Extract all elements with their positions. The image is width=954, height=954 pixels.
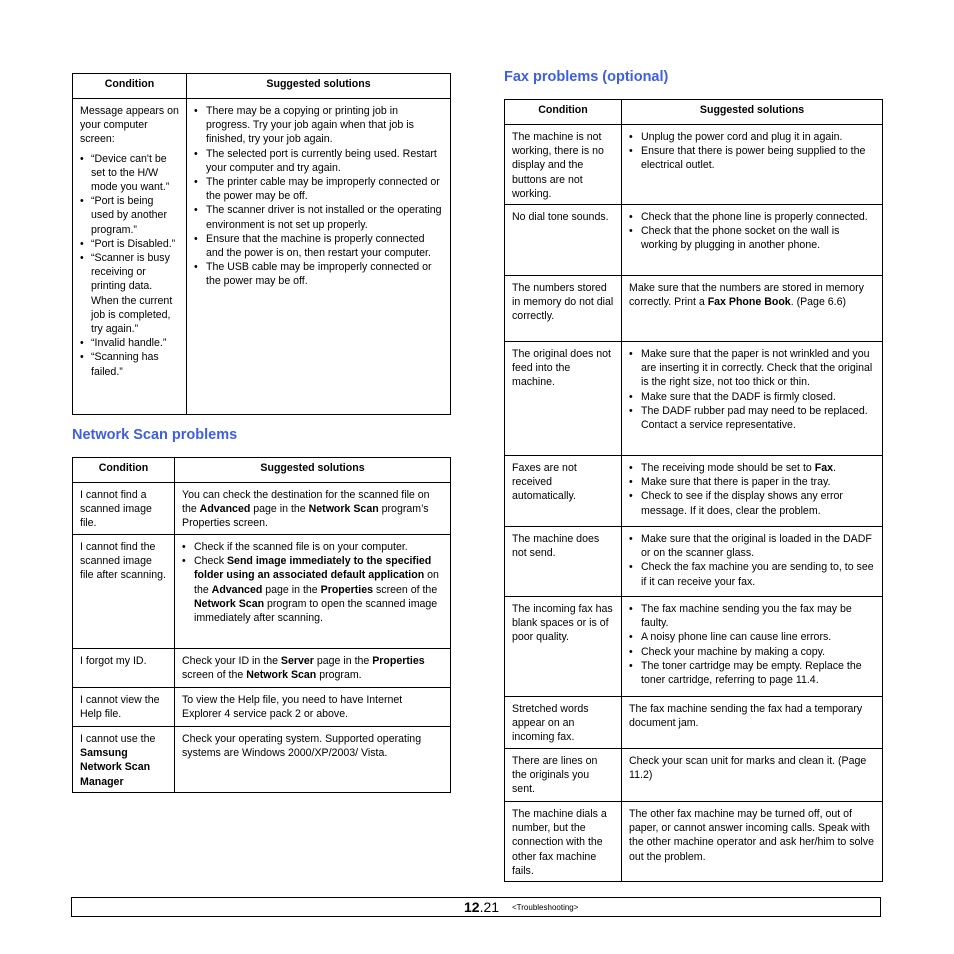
solution-list (629, 210, 875, 253)
list-item: • The fax machine sending you the fax may be faulty. (629, 602, 875, 630)
list-item: • “Port is being used by another program.” (80, 194, 179, 237)
text-run: The receiving mode should be set to (641, 462, 815, 475)
solutions-header: Suggested solutions (175, 458, 451, 483)
list-item: • Ensure that there is power being supplied to the electrical outlet. (629, 144, 875, 172)
solution-list (194, 104, 443, 289)
condition-cell: I cannot find the scanned image file after scanning. (73, 535, 175, 649)
condition-cell: There are lines on the originals you sent. (505, 749, 622, 802)
solution-cell (622, 597, 883, 697)
condition-cell: The machine dials a number, but the connection with the other fax machine fails. (505, 802, 622, 882)
bold-text: Network Scan (194, 597, 265, 610)
table-header-row (73, 458, 451, 483)
bold-text: Advanced (211, 583, 263, 596)
solution-cell (175, 535, 451, 649)
section-name: <Troubleshooting> (512, 903, 579, 912)
solution-cell (622, 527, 883, 597)
text-run: program’s Properties screen. (182, 503, 429, 530)
solution-list (629, 130, 875, 173)
network-scan-heading: Network Scan problems (72, 427, 238, 443)
condition-cell (73, 99, 187, 415)
list-item: • Unplug the power cord and plug it in again. (629, 130, 875, 144)
list-item: • The DADF rubber pad may need to be replaced. Contact a service representative. (629, 404, 875, 432)
table-row (505, 125, 883, 205)
bold-text: Fax Phone Book (707, 296, 791, 309)
list-item: • Make sure that there is paper in the tray. (629, 475, 875, 489)
list-item: • “Device can't be set to the H/W mode you want.” (80, 152, 179, 195)
condition-cell: No dial tone sounds. (505, 205, 622, 276)
solution-cell: The fax machine sending the fax had a temporary document jam. (622, 697, 883, 749)
condition-cell: Faxes are not received automatically. (505, 456, 622, 527)
list-item: • Check the fax machine you are sending to, to see if it can receive your fax. (629, 560, 875, 588)
bold-text: Samsung Network Scan Manager (80, 747, 151, 788)
condition-intro: Message appears on your computer screen: (80, 105, 179, 146)
table-row (505, 749, 883, 802)
solution-list (629, 602, 875, 687)
solution-list (629, 347, 875, 432)
text-run: Check your ID in the (182, 655, 281, 667)
table-row (73, 688, 451, 727)
list-item: • Check to see if the display shows any error message. If it does, clear the problem. (629, 489, 875, 517)
list-item: • There may be a copying or printing job in progress. Try your job again when that job is finished, try your job again. (194, 104, 443, 147)
solution-cell (175, 483, 451, 535)
fax-problems-heading: Fax problems (optional) (504, 69, 669, 85)
page-suffix: .21 (479, 899, 500, 915)
list-item: • “Invalid handle.” (80, 336, 179, 350)
text-run: Make sure that the numbers are stored in memory correctly. Print a (629, 282, 864, 309)
solution-list (629, 461, 875, 518)
table-row (505, 597, 883, 697)
text-run: . (833, 462, 836, 475)
list-item: • A noisy phone line can cause line errors. (629, 630, 875, 644)
condition-cell: The machine is not working, there is no display and the buttons are not working. (505, 125, 622, 205)
list-item: • Check your machine by making a copy. (629, 645, 875, 659)
solutions-header: Suggested solutions (187, 74, 451, 99)
list-item: • The selected port is currently being used. Restart your computer and try again. (194, 147, 443, 175)
text-run: program to open the scanned image immediately after scanning. (194, 597, 438, 625)
table-row (73, 727, 451, 793)
list-item: • “Scanning has failed.” (80, 350, 179, 378)
table-header-row (505, 100, 883, 125)
list-item: • The toner cartridge may be empty. Replace the toner cartridge, referring to page 11.4. (629, 659, 875, 687)
condition-cell: Stretched words appear on an incoming fax. (505, 697, 622, 749)
condition-cell: I cannot view the Help file. (73, 688, 175, 727)
solution-cell: To view the Help file, you need to have Internet Explorer 4 service pack 2 or above. (175, 688, 451, 727)
condition-cell: The machine does not send. (505, 527, 622, 597)
text-run: program. (316, 669, 362, 682)
condition-header: Condition (73, 74, 187, 99)
condition-header: Condition (505, 100, 622, 125)
table-row (505, 527, 883, 597)
condition-cell: The numbers stored in memory do not dial correctly. (505, 276, 622, 342)
table-row (505, 456, 883, 527)
text-run: page in the (250, 503, 309, 516)
table-row (505, 205, 883, 276)
list-item: • Make sure that the DADF is firmly closed. (629, 390, 875, 404)
condition-cell: The original does not feed into the machine. (505, 342, 622, 456)
list-item: • “Port is Disabled.” (80, 237, 179, 251)
bold-text: Network Scan (308, 503, 379, 516)
solution-cell: The other fax machine may be turned off, out of paper, or cannot answer incoming calls. Speak with the other machine operator and ask her/him to solve out the problem. (622, 802, 883, 882)
bold-text: Properties (320, 583, 374, 596)
condition-cell (73, 727, 175, 793)
list-item: • The printer cable may be improperly connected or the power may be off. (194, 175, 443, 203)
page-footer (71, 897, 881, 917)
condition-header: Condition (73, 458, 175, 483)
solution-cell (622, 276, 883, 342)
table-row (505, 697, 883, 749)
table-row (73, 483, 451, 535)
list-item (182, 554, 443, 625)
table-row (505, 342, 883, 456)
bold-text: Server (280, 655, 314, 667)
text-run: on the (194, 569, 439, 596)
condition-cell: The incoming fax has blank spaces or is of poor quality. (505, 597, 622, 697)
table-row (73, 99, 451, 415)
text-run: screen of the (182, 669, 247, 682)
solution-list (629, 532, 875, 589)
list-item (629, 461, 875, 475)
network-scan-table (72, 457, 451, 793)
list-item: • Check that the phone line is properly connected. (629, 210, 875, 224)
solution-cell (622, 205, 883, 276)
bold-text: Fax (814, 462, 833, 475)
table-row (73, 535, 451, 649)
solution-cell: Check your operating system. Supported operating systems are Windows 2000/XP/2003/ Vista. (175, 727, 451, 793)
list-item: • Check if the scanned file is on your computer. (182, 540, 443, 554)
table-row (73, 649, 451, 688)
page-number (464, 898, 499, 916)
solution-cell (187, 99, 451, 415)
table-header-row (73, 74, 451, 99)
list-item: • “Scanner is busy receiving or printing data. When the current job is completed, try again.” (80, 251, 179, 336)
bold-text: Properties (372, 655, 425, 667)
fax-problems-table (504, 99, 883, 882)
text-run: page in the (313, 655, 373, 667)
solution-cell: Check your scan unit for marks and clean it. (Page 11.2) (622, 749, 883, 802)
text-run: I cannot use the (80, 733, 156, 745)
solution-cell (622, 342, 883, 456)
list-item: • Make sure that the original is loaded in the DADF or on the scanner glass. (629, 532, 875, 560)
solution-list (182, 540, 443, 625)
table-row (505, 802, 883, 882)
text-run: page in the (262, 583, 321, 596)
list-item: • Make sure that the paper is not wrinkled and you are inserting it in correctly. Check that the original is the right size, not too thick or thin. (629, 347, 875, 390)
list-item: • The USB cable may be improperly connected or the power may be off. (194, 260, 443, 288)
table-row (505, 276, 883, 342)
scan-messages-table (72, 73, 451, 415)
solution-cell (622, 456, 883, 527)
list-item: • Ensure that the machine is properly connected and the power is on, then restart your computer. (194, 232, 443, 260)
solution-cell (622, 125, 883, 205)
message-list (80, 152, 179, 379)
text-run: You can check the destination for the scanned file on the (182, 489, 430, 516)
bold-text: Advanced (199, 503, 251, 516)
condition-cell: I forgot my ID. (73, 649, 175, 688)
condition-cell: I cannot find a scanned image file. (73, 483, 175, 535)
list-item: • Check that the phone socket on the wall is working by plugging in another phone. (629, 224, 875, 252)
list-item: • The scanner driver is not installed or the operating environment is not set up properly. (194, 203, 443, 231)
chapter-number: 12 (464, 899, 480, 915)
text-run: Check (194, 555, 227, 568)
text-run: screen of the (373, 583, 438, 596)
bold-text: Send image immediately to the specified folder using an associated default application (194, 555, 432, 582)
solutions-header: Suggested solutions (622, 100, 883, 125)
text-run: . (Page 6.6) (790, 296, 847, 309)
bold-text: Network Scan (246, 669, 317, 682)
solution-cell (175, 649, 451, 688)
